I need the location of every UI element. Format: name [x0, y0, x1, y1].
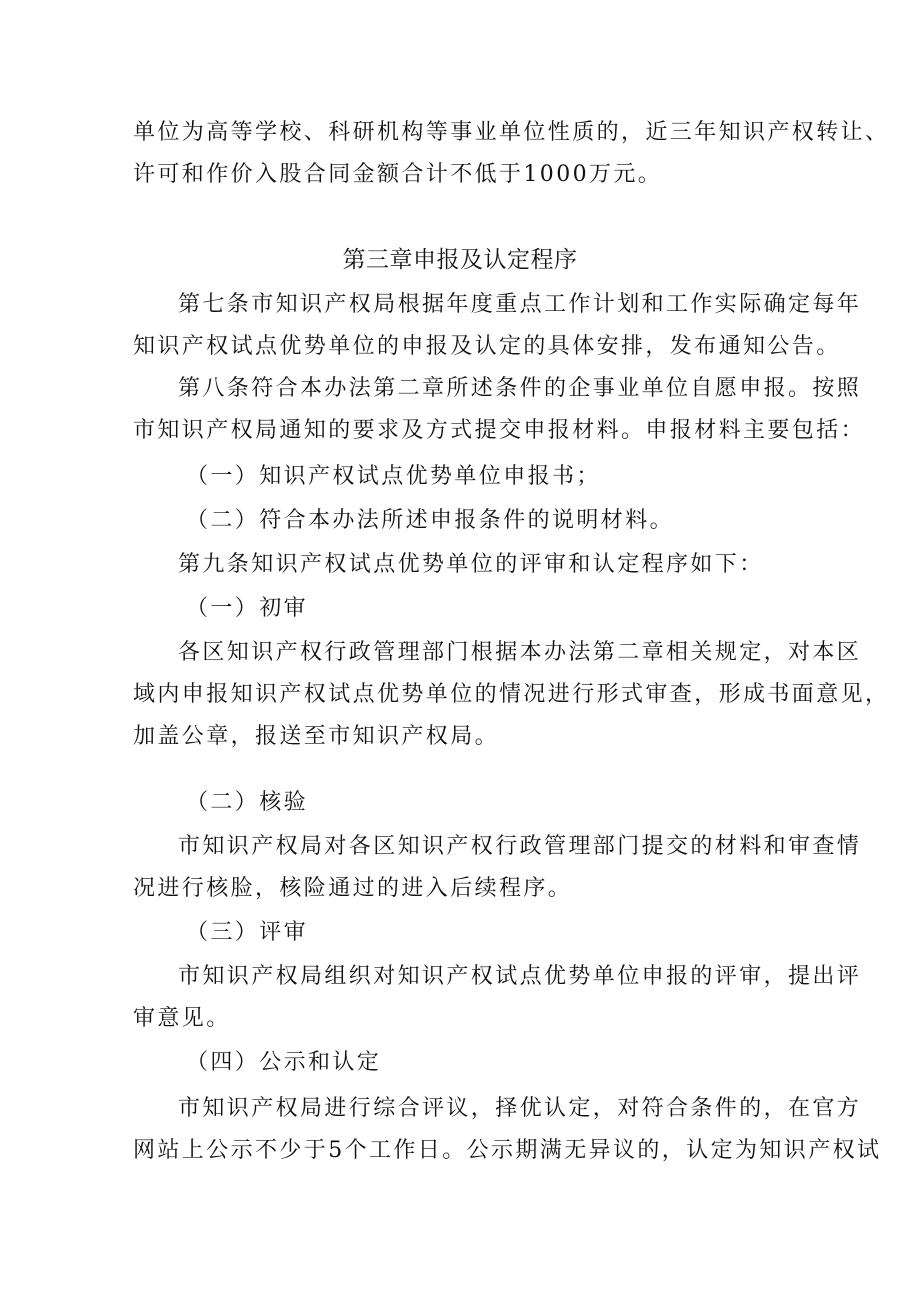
step-heading: （一）初审: [186, 596, 309, 621]
article-8-item: （二）符合本办法所述申报条件的说明材料。: [186, 508, 675, 533]
paragraph-line: 单位为高等学校、科研机构等事业单位性质的，近三年知识产权转让、: [133, 120, 890, 145]
article-7-line: 第七条市知识产权局根据年度重点工作计划和工作实际确定每年: [178, 292, 862, 317]
chapter-title: 第三章申报及认定程序: [342, 247, 578, 273]
article-8-line: 市知识产权局通知的要求及方式提交申报材料。申报材料主要包括：: [133, 418, 866, 443]
step-body-line: 域内申报知识产权试点优势单位的情况进行形式审查，形成书面意见，: [133, 682, 890, 707]
step-body-line: 市知识产权局组织对知识产权试点优势单位申报的评审，提出评: [178, 964, 862, 989]
step-body-line: 审意见。: [133, 1006, 231, 1031]
step-body-line: 市知识产权局进行综合评议，择优认定，对符合条件的，在官方: [178, 1096, 862, 1121]
step-body-line: 各区知识产权行政管理部门根据本办法第二章相关规定，对本区: [178, 640, 862, 665]
article-8-line: 第八条符合本办法第二章所述条件的企事业单位自愿申报。按照: [178, 376, 862, 401]
step-body-line: 况进行核脸，核险通过的进入后续程序。: [133, 876, 573, 901]
step-heading: （二）核验: [186, 790, 309, 815]
step-heading: （三）评审: [186, 920, 309, 945]
article-9-line: 第九条知识产权试点优势单位的评审和认定程序如下：: [178, 552, 764, 577]
article-7-line: 知识产权试点优势单位的申报及认定的具体安排，发布通知公告。: [133, 334, 841, 359]
step-body-line: 加盖公章，报送至市知识产权局。: [133, 724, 500, 749]
step-heading: （四）公示和认定: [186, 1050, 382, 1075]
article-8-item: （一）知识产权试点优势单位申报书；: [186, 464, 601, 489]
step-body-line: 市知识产权局对各区知识产权行政管理部门提交的材料和审查情: [178, 834, 862, 859]
step-body-line: 网站上公示不少于5个工作日。公示期满无异议的，认定为知识产权试: [133, 1138, 882, 1163]
paragraph-line: 许可和作价入股合同金额合计不低于1000万元。: [133, 162, 663, 187]
